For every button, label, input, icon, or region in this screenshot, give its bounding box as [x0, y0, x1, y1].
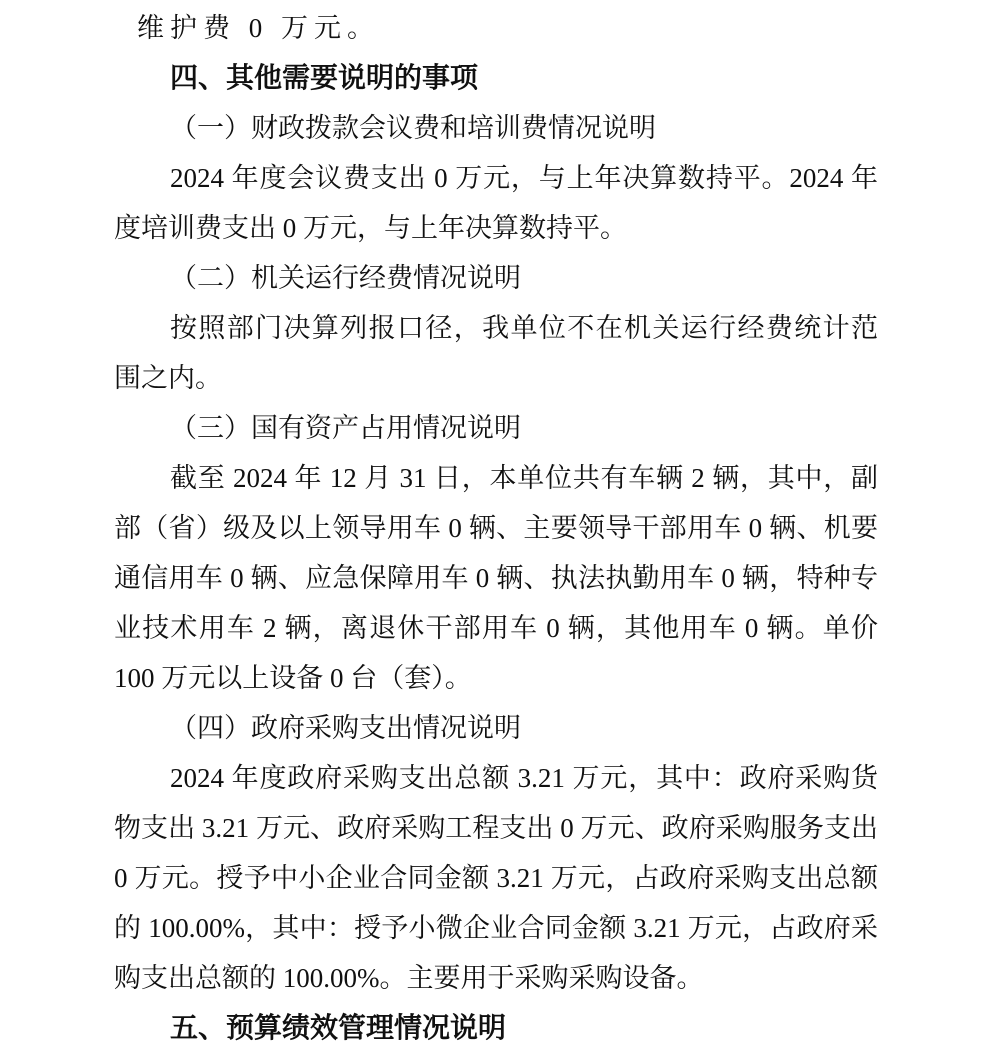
body-line: 2024 年度政府采购支出总额 3.21 万元，其中：政府采购货 [170, 763, 878, 793]
body-line: 100 万元以上设备 0 台（套）。 [114, 663, 472, 693]
subsection-heading: （二）机关运行经费情况说明 [170, 263, 521, 293]
body-line: 通信用车 0 辆、应急保障用车 0 辆、执法执勤用车 0 辆，特种专 [114, 563, 878, 593]
subsection-heading: （四）政府采购支出情况说明 [170, 713, 521, 743]
body-line: 度培训费支出 0 万元，与上年决算数持平。 [114, 213, 627, 243]
document-body [114, 3, 878, 1053]
body-line: 按照部门决算列报口径，我单位不在机关运行经费统计范 [170, 313, 878, 343]
section-heading: 四、其他需要说明的事项 [170, 62, 479, 93]
subsection-heading: （一）财政拨款会议费和培训费情况说明 [170, 113, 656, 143]
body-line: 0 万元。授予中小企业合同金额 3.21 万元，占政府采购支出总额 [114, 863, 878, 893]
body-line: 维护费 0 万元。 [137, 13, 380, 43]
body-line: 的 100.00%，其中：授予小微企业合同金额 3.21 万元，占政府采 [114, 913, 878, 943]
body-line: 截至 2024 年 12 月 31 日，本单位共有车辆 2 辆，其中，副 [170, 463, 878, 493]
body-line: 物支出 3.21 万元、政府采购工程支出 0 万元、政府采购服务支出 [114, 813, 878, 843]
body-line: 部（省）级及以上领导用车 0 辆、主要领导干部用车 0 辆、机要 [114, 513, 878, 543]
body-line: 围之内。 [114, 363, 222, 393]
section-heading: 五、预算绩效管理情况说明 [170, 1012, 507, 1043]
body-line: 2024 年度会议费支出 0 万元，与上年决算数持平。2024 年 [170, 163, 878, 193]
subsection-heading: （三）国有资产占用情况说明 [170, 413, 521, 443]
body-line: 购支出总额的 100.00%。主要用于采购采购设备。 [114, 963, 704, 993]
body-line: 业技术用车 2 辆，离退休干部用车 0 辆，其他用车 0 辆。单价 [114, 613, 878, 643]
